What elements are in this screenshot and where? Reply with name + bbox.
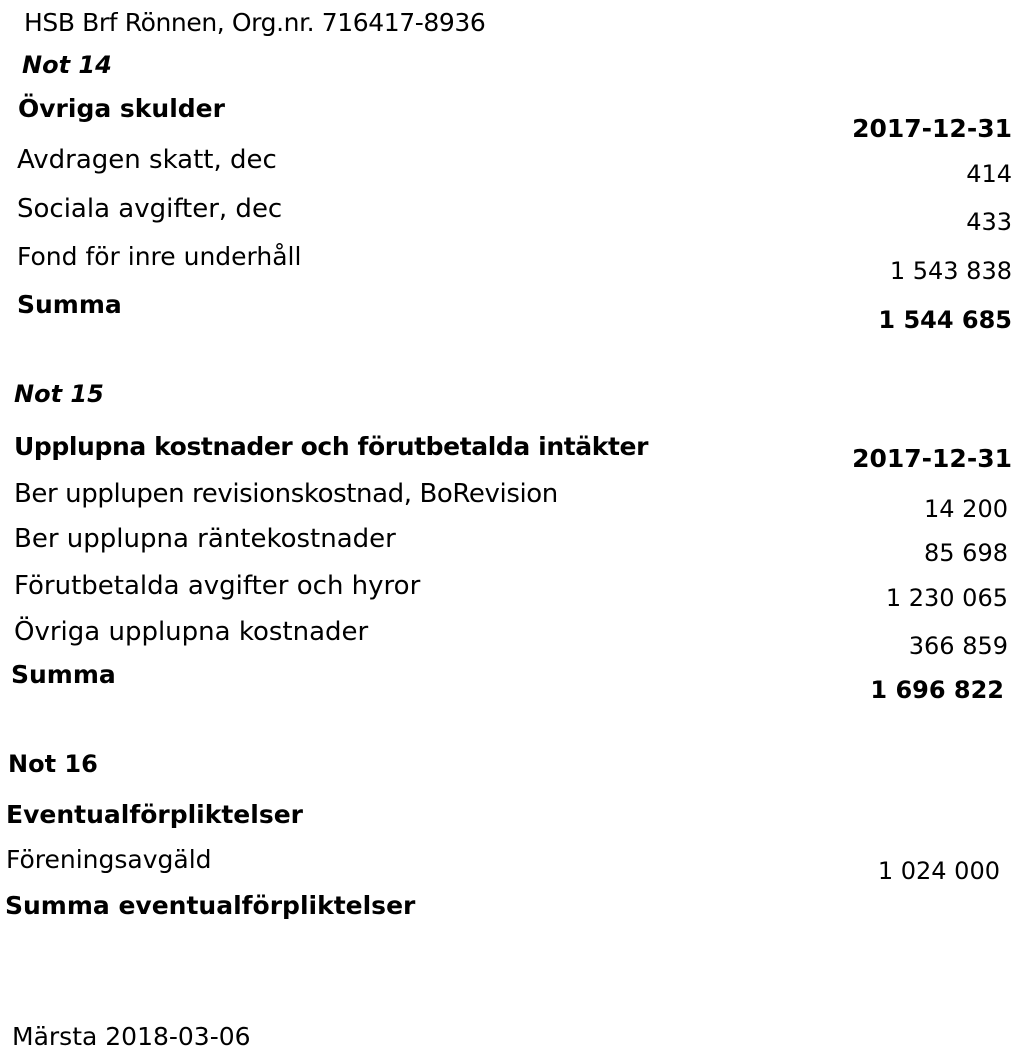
note-14-total-value: 1 544 685 [878,306,1012,334]
note-15-row-label: Ber upplupen revisionskostnad, BoRevision [14,479,558,509]
document-header: HSB Brf Rönnen, Org.nr. 716417-8936 [24,8,486,37]
note-15-title: Not 15 [14,380,104,408]
note-14-row-value: 433 [966,208,1012,236]
note-16-row-label: Föreningsavgäld [6,845,212,874]
note-15-row-value: 85 698 [924,539,1008,567]
note-15-row-value: 1 230 065 [885,584,1008,612]
note-16-title: Not 16 [8,750,98,778]
note-15-date: 2017-12-31 [852,444,1012,473]
note-14-row-label: Avdragen skatt, dec [17,145,277,175]
note-16-row-value: 1 024 000 [877,857,1000,885]
note-15-row-value: 366 859 [908,632,1008,660]
note-14-title: Not 14 [22,51,112,79]
note-14-row-label: Sociala avgifter, dec [17,194,283,224]
note-16-total-label: Summa eventualförpliktelser [5,891,416,920]
note-14-row-label: Fond för inre underhåll [17,242,302,271]
note-14-date: 2017-12-31 [852,114,1012,143]
note-14-heading: Övriga skulder [18,94,225,123]
note-15-heading: Upplupna kostnader och förutbetalda intäkter [14,432,649,461]
note-14-row-value: 1 543 838 [889,257,1012,285]
note-15-total-label: Summa [11,660,116,689]
note-15-total-value: 1 696 822 [870,676,1004,704]
note-15-row-value: 14 200 [924,495,1008,523]
note-14-total-label: Summa [17,290,122,319]
note-15-row-label: Övriga upplupna kostnader [14,617,369,647]
footer-place-date: Märsta 2018-03-06 [12,1022,251,1051]
note-15-row-label: Ber upplupna räntekostnader [14,524,396,554]
note-16-heading: Eventualförpliktelser [6,800,303,829]
note-15-row-label: Förutbetalda avgifter och hyror [14,571,421,601]
note-14-row-value: 414 [966,160,1012,188]
